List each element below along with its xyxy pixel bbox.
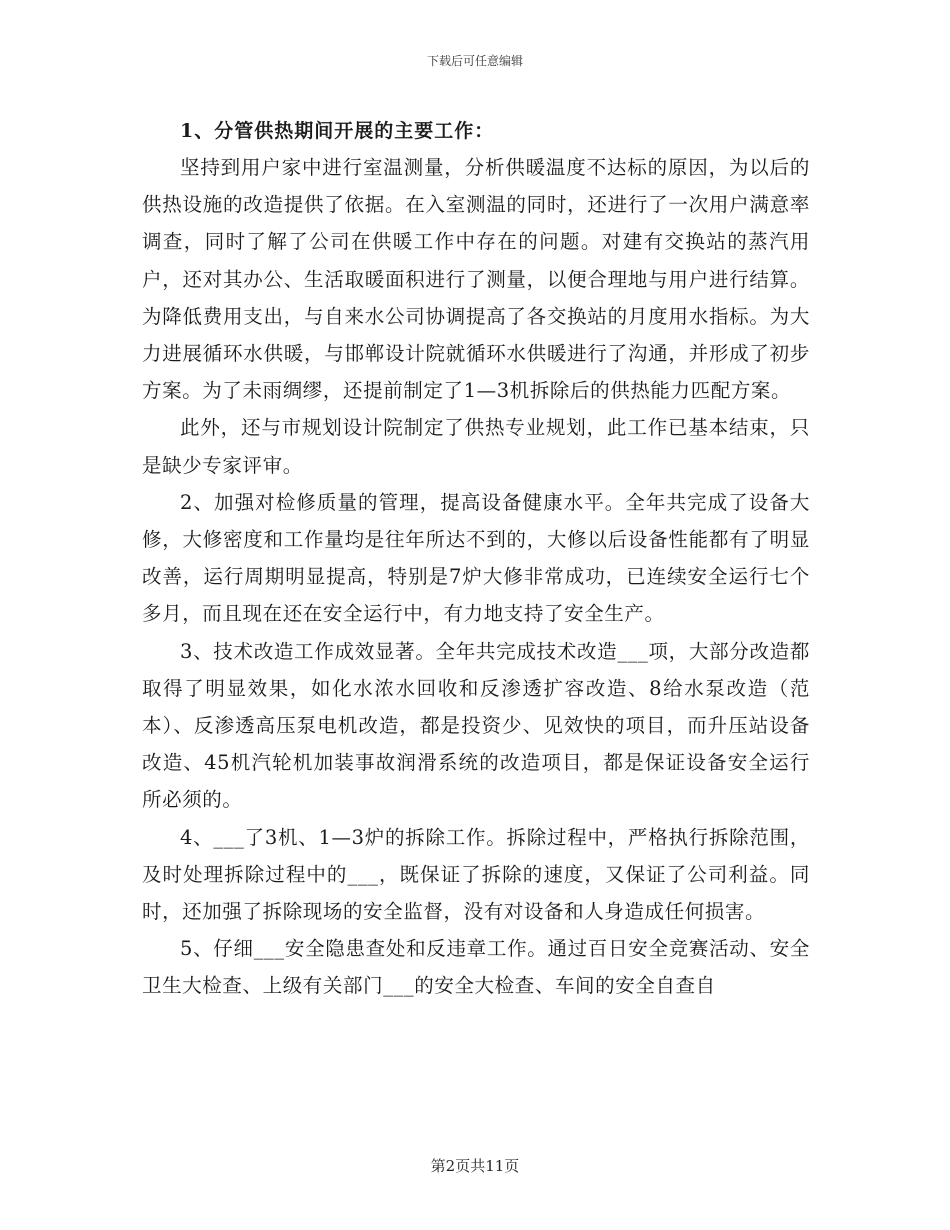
paragraph-4: 3、技术改造工作成效显著。全年共完成技术改造___项，大部分改造都取得了明显效果，如化水浓水回收和反渗透扩容改造、8给水泵改造（范本）、反渗透高压泵电机改造，都是投资少、见效快的项目，而升压站设备改造、45机汽轮机加装事故润滑系统的改造项目，都是保证设备安全运行所必须的。 [142, 639, 810, 812]
page-header: 下载后可任意编辑 [426, 54, 523, 68]
document-body [142, 113, 810, 1005]
page-number-footer: 第2页共11页 [430, 1157, 520, 1175]
paragraph-1: 坚持到用户家中进行室温测量，分析供暖温度不达标的原因，为以后的供热设施的改造提供了依据。在入室测温的同时，还进行了一次用户满意率调查，同时了解了公司在供暖工作中存在的问题。对建有交换站的蒸汽用户，还对其办公、生活取暖面积进行了测量，以便合理地与用户进行结算。为降低费用支出，与自来水公司协调提高了各交换站的月度用水指标。为大力进展循环水供暖，与邯郸设计院就循环水供暖进行了沟通，并形成了初步方案。为了未雨绸缪，还提前制定了1—3机拆除后的供热能力匹配方案。 [142, 156, 810, 403]
section-heading: 1、分管供热期间开展的主要工作： [180, 120, 495, 142]
paragraph-3: 2、加强对检修质量的管理，提高设备健康水平。全年共完成了设备大修，大修密度和工作量均是往年所达不到的，大修以后设备性能都有了明显改善，运行周期明显提高，特别是7炉大修非常成功，已连续安全运行七个多月，而且现在还在安全运行中，有力地支持了安全生产。 [142, 490, 810, 626]
paragraph-6: 5、仔细___安全隐患查处和反违章工作。通过百日安全竞赛活动、安全卫生大检查、上级有关部门___的安全大检查、车间的安全自查自 [142, 937, 810, 998]
paragraph-5: 4、___了3机、1—3炉的拆除工作。拆除过程中，严格执行拆除范围，及时处理拆除过程中的___，既保证了拆除的速度，又保证了公司利益。同时，还加强了拆除现场的安全监督，没有对设备和人身造成任何损害。 [142, 825, 810, 924]
paragraph-2: 此外，还与市规划设计院制定了供热专业规划，此工作已基本结束，只是缺少专家评审。 [142, 416, 810, 477]
